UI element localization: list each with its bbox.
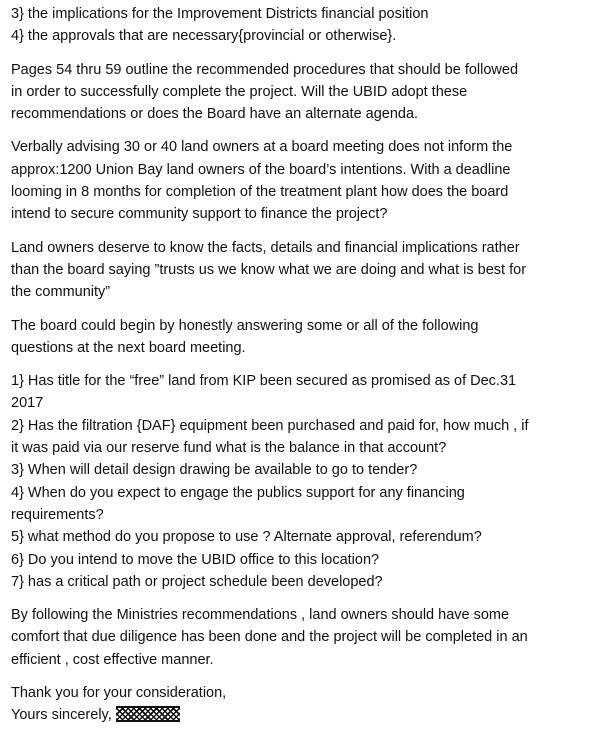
text-line: the community”	[11, 284, 111, 301]
text-line: 4} When do you expect to engage the publics support for any financing	[11, 484, 465, 501]
text-line: questions at the next board meeting.	[11, 339, 246, 356]
text-line: Land owners deserve to know the facts, details and financial implications rather	[11, 239, 520, 256]
text-line: it was paid via our reserve fund what is the balance in that account?	[11, 440, 447, 457]
paragraph	[11, 604, 607, 671]
closing-signoff-row	[11, 704, 607, 726]
redacted-signature	[116, 706, 180, 722]
text-line: 2} Has the filtration {DAF} equipment been purchased and paid for, how much , if	[11, 417, 529, 434]
text-line: 3} the implications for the Improvement Districts financial position	[11, 6, 429, 22]
text-line: requirements?	[11, 506, 104, 523]
closing-signoff: Yours sincerely,	[11, 707, 112, 724]
text-line: 2017	[11, 395, 44, 412]
text-line: Verbally advising 30 or 40 land owners at a board meeting does not inform the	[11, 139, 513, 156]
text-line: 5} what method do you propose to use ? Alternate approval, referendum?	[11, 529, 482, 546]
text-line: 3} When will detail design drawing be available to go to tender?	[11, 462, 418, 479]
text-line: looming in 8 months for completion of the treatment plant how does the board	[11, 184, 509, 201]
text-line: 1} Has title for the “free” land from KIP been secured as promised as of Dec.31	[11, 373, 517, 390]
text-line: approx:1200 Union Bay land owners of the board’s intentions. With a deadline	[11, 161, 511, 178]
paragraph	[11, 237, 607, 304]
paragraph	[11, 3, 607, 48]
text-line: than the board saying ”trusts us we know what we are doing and what is best for	[11, 261, 527, 278]
text-line: in order to successfully complete the project. Will the UBID adopt these	[11, 83, 468, 100]
letter-body	[11, 3, 607, 671]
text-line: Pages 54 thru 59 outline the recommended procedures that should be followed	[11, 61, 519, 78]
text-line: comfort that due diligence has been done and the project will be completed in an	[11, 629, 528, 646]
text-line: recommendations or does the Board have an alternate agenda.	[11, 106, 419, 123]
closing-thanks: Thank you for your consideration,	[11, 685, 227, 702]
paragraph	[11, 370, 607, 593]
text-line: 4} the approvals that are necessary{provincial or otherwise}.	[11, 28, 397, 45]
text-line: By following the Ministries recommendations , land owners should have some	[11, 607, 510, 624]
text-line: efficient , cost effective manner.	[11, 651, 214, 668]
paragraph	[11, 59, 607, 126]
text-line: The board could begin by honestly answering some or all of the following	[11, 317, 479, 334]
paragraph	[11, 315, 607, 360]
text-line: intend to secure community support to finance the project?	[11, 206, 388, 223]
letter-page	[11, 3, 607, 738]
text-line: 6} Do you intend to move the UBID office to this location?	[11, 551, 380, 568]
letter-closing	[11, 682, 607, 727]
paragraph	[11, 136, 607, 225]
text-line: 7} has a critical path or project schedule been developed?	[11, 573, 383, 590]
